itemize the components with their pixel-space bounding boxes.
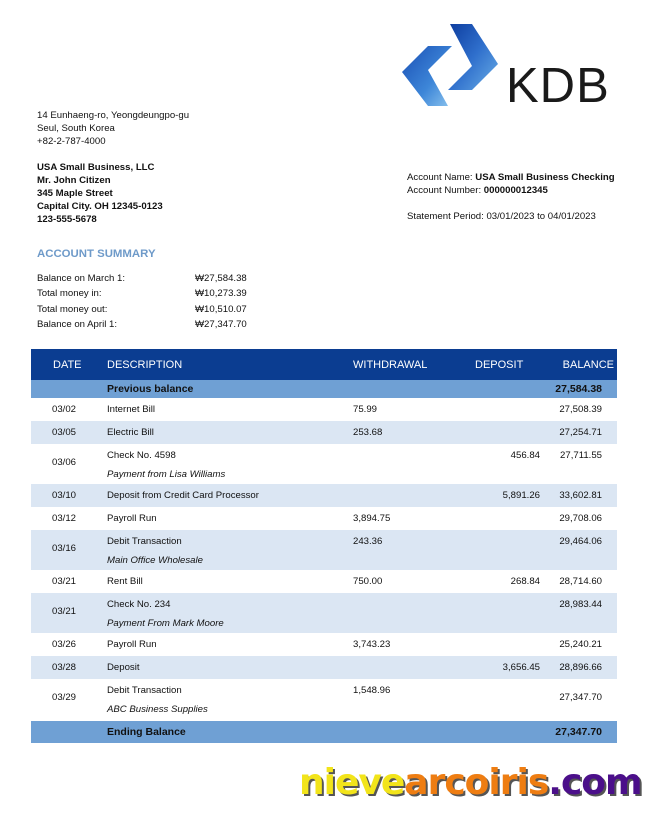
row-date: 03/05 xyxy=(52,427,77,438)
row-description-text: Payroll Run xyxy=(107,639,157,650)
row-deposit xyxy=(456,507,551,530)
account-summary xyxy=(37,273,247,334)
kdb-logo xyxy=(398,20,613,112)
row-description xyxy=(107,679,353,719)
account-name-value: USA Small Business Checking xyxy=(475,172,615,183)
row-balance: 28,714.60 xyxy=(559,576,602,587)
row-description-sub: Payment From Mark Moore xyxy=(107,618,224,629)
table-row xyxy=(31,633,617,656)
header-deposit: DEPOSIT xyxy=(475,358,524,371)
row-description-text: Payroll Run xyxy=(107,513,157,524)
summary-label: Balance on April 1: xyxy=(37,318,118,330)
row-description-text: Deposit xyxy=(107,662,140,673)
summary-title: ACCOUNT SUMMARY xyxy=(37,248,156,260)
row-deposit: 456.84 xyxy=(510,450,540,461)
watermark-part: nieve xyxy=(299,762,405,803)
summary-row xyxy=(37,273,247,288)
row-deposit xyxy=(456,530,551,570)
table-row xyxy=(31,656,617,679)
row-balance: 29,464.06 xyxy=(559,536,602,547)
summary-value: ₩27,347.70 xyxy=(195,318,247,330)
header-withdrawal: WITHDRAWAL xyxy=(353,358,428,371)
row-description xyxy=(107,656,353,679)
customer-phone: 123-555-5678 xyxy=(37,214,97,225)
row-deposit xyxy=(456,593,551,633)
table-row xyxy=(31,444,617,484)
bank-phone: +82-2-787-4000 xyxy=(37,136,106,147)
row-withdrawal xyxy=(353,656,456,679)
row-date: 03/02 xyxy=(52,404,77,415)
table-row xyxy=(31,507,617,530)
row-description-text: Debit Transaction xyxy=(107,685,182,696)
row-description xyxy=(107,484,353,507)
row-date: 03/28 xyxy=(52,662,77,673)
row-description-text: Internet Bill xyxy=(107,404,155,415)
row-withdrawal: 1,548.96 xyxy=(353,685,391,696)
transactions-table xyxy=(31,349,617,743)
header-description: DESCRIPTION xyxy=(107,358,183,371)
statement-period: Statement Period: 03/01/2023 to 04/01/2023 xyxy=(407,211,596,222)
row-deposit xyxy=(456,679,551,719)
customer-city: Capital City. OH 12345-0123 xyxy=(37,201,163,212)
row-date: 03/21 xyxy=(52,576,77,587)
row-date: 03/10 xyxy=(52,490,77,501)
row-withdrawal: 3,743.23 xyxy=(353,639,391,650)
row-date: 03/29 xyxy=(52,692,77,703)
summary-label: Balance on March 1: xyxy=(37,273,125,284)
previous-balance-label: Previous balance xyxy=(107,383,194,395)
customer-name: Mr. John Citizen xyxy=(37,175,111,186)
row-withdrawal xyxy=(353,444,456,484)
watermark-part: arcoiris xyxy=(404,762,549,803)
row-deposit: 5,891.26 xyxy=(502,490,540,501)
row-date: 03/06 xyxy=(52,457,77,468)
summary-value: ₩10,510.07 xyxy=(195,303,247,315)
header-balance: BALANCE xyxy=(562,358,614,371)
table-row xyxy=(31,593,617,633)
row-description-text: Rent Bill xyxy=(107,576,143,587)
row-description-text: Debit Transaction xyxy=(107,536,182,547)
ending-balance-row xyxy=(31,721,617,743)
table-row xyxy=(31,570,617,593)
row-description-sub: Payment from Lisa Williams xyxy=(107,469,226,480)
previous-balance-row xyxy=(31,380,617,398)
account-number-label: Account Number: xyxy=(407,185,484,196)
customer-street: 345 Maple Street xyxy=(37,188,113,199)
row-balance: 29,708.06 xyxy=(559,513,602,524)
row-balance: 27,711.55 xyxy=(560,450,602,461)
ending-balance-value: 27,347.70 xyxy=(555,726,602,738)
table-row xyxy=(31,398,617,421)
row-balance: 27,347.70 xyxy=(559,692,602,703)
summary-label: Total money out: xyxy=(37,303,108,315)
summary-label: Total money in: xyxy=(37,288,102,300)
row-description-sub: Main Office Wholesale xyxy=(107,555,203,566)
row-balance: 33,602.81 xyxy=(559,490,602,501)
row-description xyxy=(107,398,353,421)
customer-address xyxy=(37,161,163,226)
row-description-text: Deposit from Credit Card Processor xyxy=(107,490,259,501)
row-description-sub: ABC Business Supplies xyxy=(107,704,208,715)
row-deposit xyxy=(456,421,551,444)
row-withdrawal: 3,894.75 xyxy=(353,513,391,524)
row-description-text: Check No. 4598 xyxy=(107,450,176,461)
row-description xyxy=(107,593,353,633)
row-withdrawal xyxy=(353,484,456,507)
summary-value: ₩10,273.39 xyxy=(195,288,247,300)
summary-row xyxy=(37,319,247,334)
row-date: 03/21 xyxy=(52,606,77,617)
account-info xyxy=(407,171,615,197)
bank-address-line: 14 Eunhaeng-ro, Yeongdeungpo-gu xyxy=(37,110,190,121)
summary-row xyxy=(37,304,247,319)
row-description-text: Electric Bill xyxy=(107,427,154,438)
row-description xyxy=(107,530,353,570)
row-date: 03/26 xyxy=(52,639,77,650)
watermark xyxy=(299,762,642,803)
row-balance: 28,896.66 xyxy=(559,662,602,673)
row-deposit xyxy=(456,398,551,421)
row-description xyxy=(107,421,353,444)
summary-value: ₩27,584.38 xyxy=(195,273,247,284)
row-balance: 28,983.44 xyxy=(559,599,602,610)
row-description xyxy=(107,444,353,484)
ending-balance-label: Ending Balance xyxy=(107,726,186,738)
row-withdrawal: 243.36 xyxy=(353,536,383,547)
row-balance: 27,254.71 xyxy=(559,427,602,438)
table-row xyxy=(31,679,617,719)
logo-text: KDB xyxy=(506,59,610,113)
table-row xyxy=(31,484,617,507)
account-name-label: Account Name: xyxy=(407,172,476,183)
row-withdrawal: 75.99 xyxy=(353,404,378,415)
row-withdrawal: 253.68 xyxy=(353,427,383,438)
row-withdrawal: 750.00 xyxy=(353,576,383,587)
row-description xyxy=(107,633,353,656)
previous-balance-value: 27,584.38 xyxy=(555,383,602,395)
header-date: DATE xyxy=(53,358,82,371)
row-description xyxy=(107,507,353,530)
row-date: 03/12 xyxy=(52,513,77,524)
bank-address xyxy=(37,109,189,148)
customer-company: USA Small Business, LLC xyxy=(37,162,155,173)
account-number-value: 000000012345 xyxy=(483,185,548,196)
row-description-text: Check No. 234 xyxy=(107,599,171,610)
table-row xyxy=(31,530,617,570)
row-deposit xyxy=(456,633,551,656)
summary-row xyxy=(37,288,247,303)
row-balance: 25,240.21 xyxy=(559,639,602,650)
bank-address-line: Seul, South Korea xyxy=(37,123,115,134)
row-deposit: 3,656.45 xyxy=(502,662,540,673)
kdb-ribbon-icon xyxy=(398,20,502,112)
table-row xyxy=(31,421,617,444)
row-balance: 27,508.39 xyxy=(559,404,602,415)
row-date: 03/16 xyxy=(52,543,77,554)
table-header xyxy=(31,349,617,380)
row-withdrawal xyxy=(353,593,456,633)
watermark-part: .com xyxy=(548,762,642,803)
row-deposit: 268.84 xyxy=(510,576,540,587)
row-description xyxy=(107,570,353,593)
